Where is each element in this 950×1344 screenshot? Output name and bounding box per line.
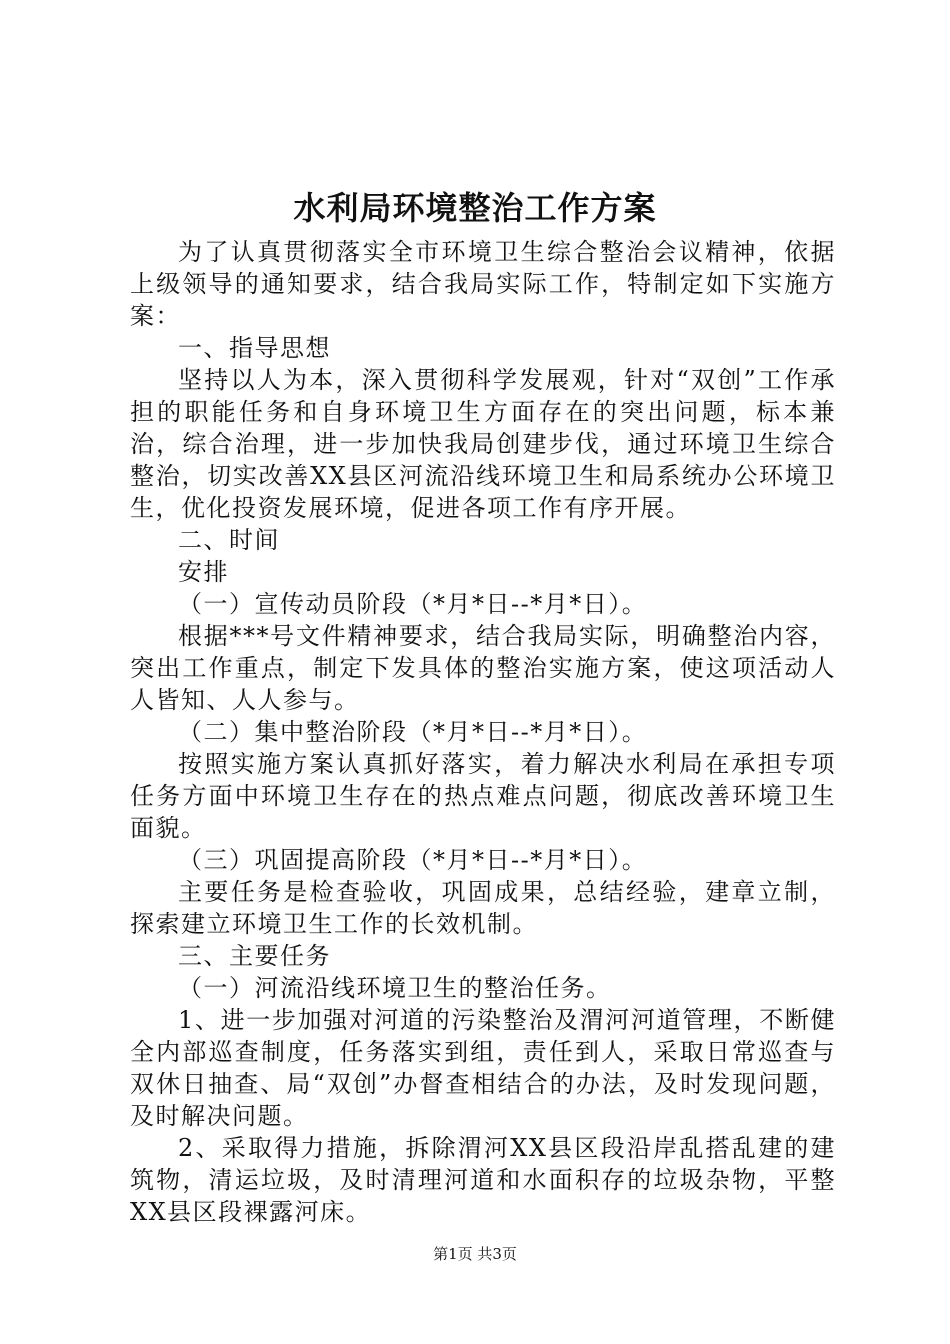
paragraph-intro: 为了认真贯彻落实全市环境卫生综合整治会议精神，依据上级领导的通知要求，结合我局实际工作，特制定如下实施方案：	[130, 238, 836, 330]
document-title: 水利局环境整治工作方案	[293, 189, 657, 227]
heading-time: 二、时间	[178, 526, 280, 554]
heading-main-tasks: 三、主要任务	[178, 942, 331, 970]
paragraph-guiding-thought: 坚持以人为本，深入贯彻科学发展观，针对“双创”工作承担的职能任务和自身环境卫生方面存在的突出问题，标本兼治，综合治理，进一步加快我局创建步伐，通过环境卫生综合整治，切实改善XX县区河流沿线环境卫生和局系统办公环境卫生，优化投资发展环境，促进各项工作有序开展。	[130, 366, 836, 522]
stage-one-heading: （一）宣传动员阶段（*月*日--*月*日）。	[178, 590, 648, 618]
document-body	[130, 236, 836, 1228]
page-footer: 第1页 共3页	[433, 1245, 517, 1263]
stage-three-text: 主要任务是检查验收，巩固成果，总结经验，建章立制，探索建立环境卫生工作的长效机制。	[130, 878, 836, 938]
task-item-1: 1、进一步加强对河道的污染整治及渭河河道管理，不断健全内部巡查制度，任务落实到组，责任到人，采取日常巡查与双休日抽查、局“双创”办督查相结合的办法，及时发现问题，及时解决问题。	[130, 1006, 836, 1130]
heading-guiding-thought: 一、指导思想	[178, 334, 331, 362]
heading-arrangement: 安排	[178, 558, 229, 586]
stage-two-heading: （二）集中整治阶段（*月*日--*月*日）。	[178, 718, 648, 746]
stage-two-text: 按照实施方案认真抓好落实，着力解决水利局在承担专项任务方面中环境卫生存在的热点难点问题，彻底改善环境卫生面貌。	[130, 750, 836, 842]
task-one-heading: （一）河流沿线环境卫生的整治任务。	[178, 974, 612, 1002]
stage-one-text: 根据***号文件精神要求，结合我局实际，明确整治内容，突出工作重点，制定下发具体的整治实施方案，使这项活动人人皆知、人人参与。	[130, 622, 836, 714]
stage-three-heading: （三）巩固提高阶段（*月*日--*月*日）。	[178, 846, 648, 874]
task-item-2: 2、采取得力措施，拆除渭河XX县区段沿岸乱搭乱建的建筑物，清运垃圾，及时清理河道和水面积存的垃圾杂物，平整XX县区段裸露河床。	[130, 1134, 836, 1226]
